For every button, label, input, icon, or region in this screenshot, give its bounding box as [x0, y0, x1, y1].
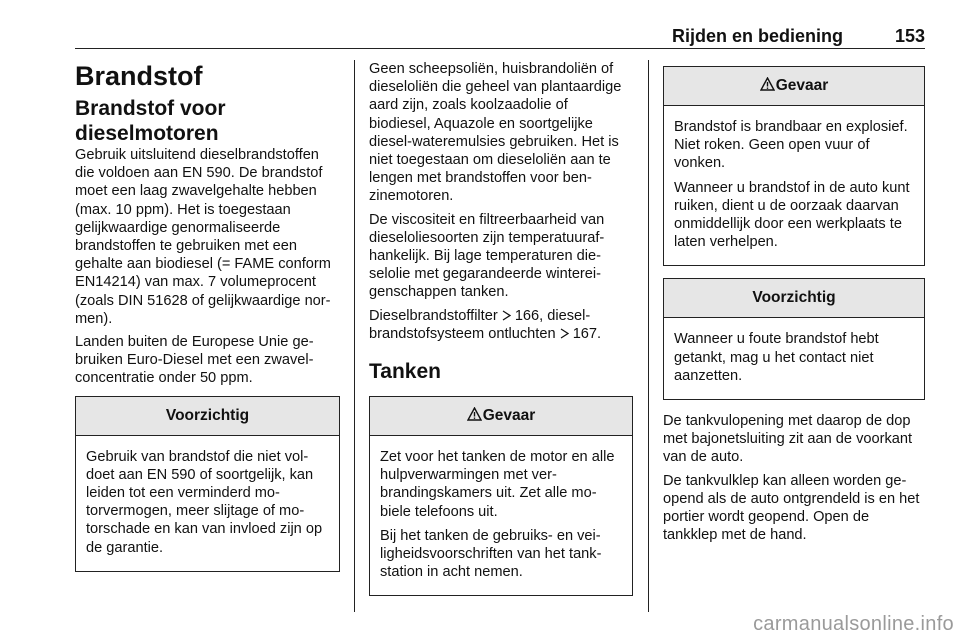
page-header — [75, 0, 925, 49]
column-divider — [354, 60, 355, 612]
paragraph: De tankvulopening met daarop de dop met bajonetsluiting zit aan de voorkant van de auto. — [663, 413, 913, 466]
danger-header — [664, 67, 924, 106]
paragraph: De tankvulklep kan alleen worden geopend als de auto ontgrendeld is en het portier wordt geopend. Open de tankklep met de hand. — [663, 472, 920, 544]
column-2 — [369, 60, 633, 596]
column-1 — [75, 60, 340, 572]
paragraph: Gebruik uitsluitend dieselbrandstoffen die voldoen aan EN 590. De brandstof moet een laag zwavelgehalte hebben (max. 10 ppm). Het is toegestaan gelijkwaardige genormaliseerde brandstoffen te gebruiken met een gehalte aan biodiesel (= FAME conform EN14214) van max. 7 volumeprocent (zoals DIN 51628 of gelijkwaardige normen). — [75, 147, 331, 327]
danger-title: Gevaar — [775, 77, 829, 94]
paragraph: Landen buiten de Europese Unie gebruiken Euro-Diesel met een zwavelconcentratie onder 50 ppm. — [75, 334, 314, 387]
column-3 — [663, 66, 925, 549]
paragraph-text: 166, dieselbrandstofsysteem ontluchten — [369, 307, 591, 342]
caution-text: Gebruik van brandstof die niet voldoet aan EN 590 of soortgelijk, kan leiden tot een verminderd motorvermogen, meer slijtage of motorschade en kan van invloed zijn op de garantie. — [86, 448, 323, 556]
page-title: Brandstof — [75, 61, 203, 91]
danger-header — [370, 397, 632, 436]
danger-box — [369, 396, 633, 596]
cross-reference-paragraph — [369, 307, 633, 343]
danger-title: Gevaar — [482, 407, 536, 425]
section-heading: Tanken — [369, 360, 441, 384]
warning-triangle-icon — [467, 407, 482, 421]
danger-text: Brandstof is brandbaar en explosief. Niet roken. Geen open vuur of vonken. — [674, 119, 908, 172]
watermark: carmanualsonline.info — [753, 613, 954, 635]
paragraph-text: 167. — [568, 325, 602, 342]
paragraph: De viscositeit en filtreerbaarheid van dieseloliesoorten zijn temperatuurafhankelijk. Bij lage temperaturen dieselolie met gegarandeerde wintereigenschappen tanken. — [369, 211, 605, 301]
danger-text: Bij het tanken de gebruiks- en veiligheidsvoorschriften van het tankstation in acht nemen. — [380, 527, 602, 581]
danger-text: Wanneer u brandstof in de auto kunt ruiken, dient u de oorzaak daarvan onmiddellijk door een werkplaats te laten verhelpen. — [674, 179, 910, 251]
section-title: Rijden en bediening — [671, 26, 843, 46]
caution-title: Voorzichtig — [664, 279, 924, 318]
caution-text: Wanneer u foute brandstof hebt getankt, mag u het contact niet aanzetten. — [674, 331, 879, 384]
page-number: 153 — [894, 26, 925, 46]
section-heading: Brandstof voor dieselmotoren — [75, 97, 226, 145]
caution-title: Voorzichtig — [76, 397, 339, 436]
danger-box — [663, 66, 925, 266]
paragraph-text: Dieselbrandstoffilter — [369, 307, 502, 324]
caution-box — [75, 396, 340, 572]
warning-triangle-icon — [760, 77, 775, 91]
paragraph: Geen scheepsoliën, huisbrandoliën of dieseloliën die geheel van plantaardige aard zijn, zoals koolzaadolie of biodiesel, Aquazole en soortgelijke diesel-wateremulsies gebruiken. Het is niet toegestaan om dieseloliën aan te lengen met brandstoffen voor benzinemotoren. — [369, 61, 622, 205]
page-reference-arrow-icon — [560, 328, 569, 339]
column-divider — [648, 60, 649, 612]
page-reference-arrow-icon — [502, 310, 511, 321]
caution-box — [663, 278, 925, 400]
danger-text: Zet voor het tanken de motor en alle hulpverwarmingen met verbrandingskamers uit. Zet alle mobiele telefoons uit. — [380, 449, 615, 520]
